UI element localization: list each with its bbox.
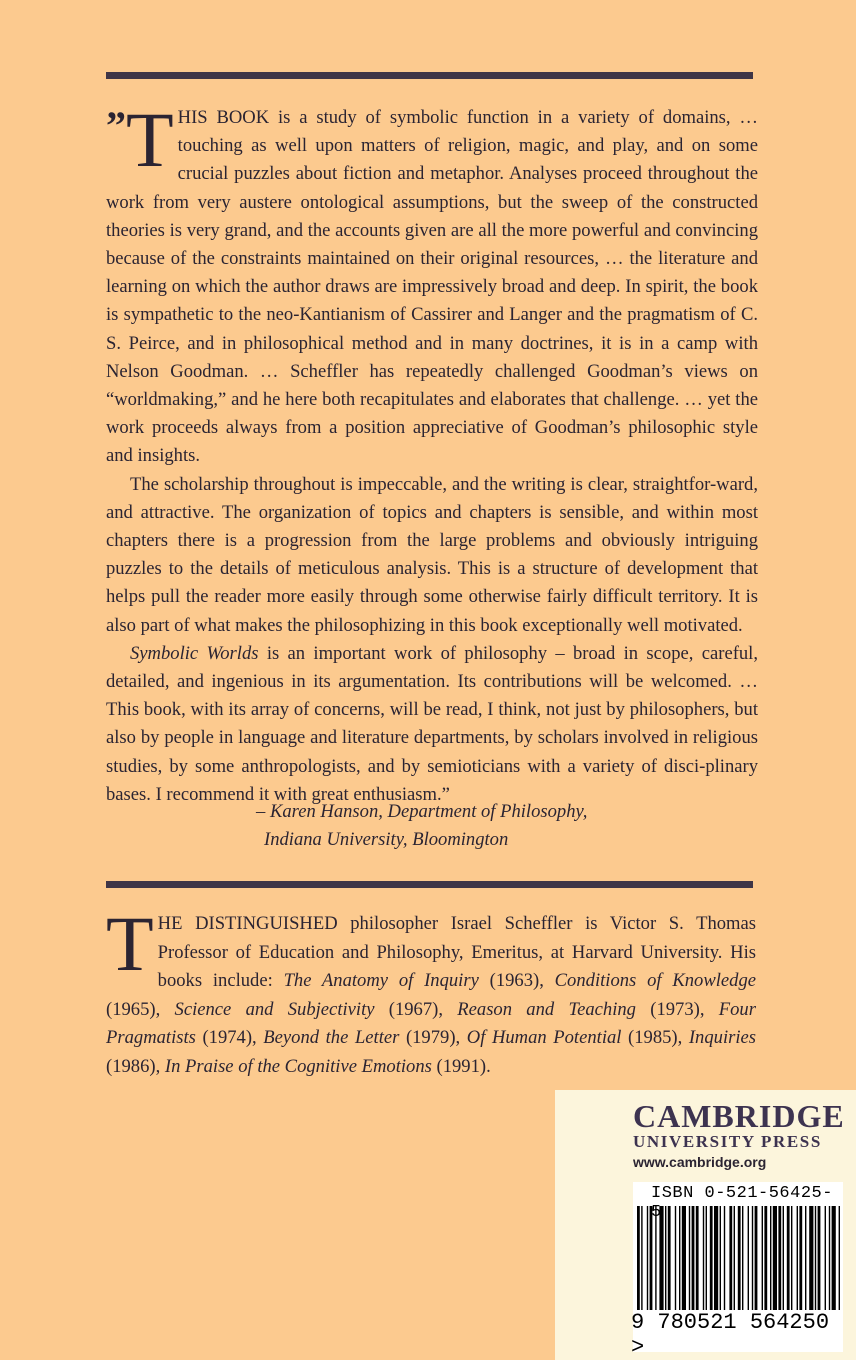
publisher-subtitle: UNIVERSITY PRESS [633, 1132, 822, 1151]
top-divider [106, 72, 753, 79]
book-title: Symbolic Worlds [130, 642, 259, 664]
publisher-panel [555, 1090, 856, 1360]
middle-divider [106, 881, 753, 888]
publisher-logo: CAMBRIDGE [633, 1098, 845, 1134]
quote-paragraph-3: Symbolic Worlds is an important work of philosophy – broad in scope, careful, detailed, and ingenious in its argumentation. Its contributions will be welcomed. … This book, with its array of concerns, will be read, I think, not just by philosophers, but also by people in language and literature departments, by scholars involved in religious studies, by some anthropologists, and by semioticians with a variety of disci-plinary bases. I recommend it with great enthusiasm.” [106, 642, 758, 805]
review-quote [106, 96, 758, 809]
quote-paragraph-1: ” T HIS BOOK is a study of symbolic function in a variety of domains, … touching as well upon matters of religion, magic, and play, and on some crucial puzzles about fiction and metaphor. Analyses proceed throughout the work from very austere ontological assumptions, but the sweep of the constructed theories is very grand, and the accounts given are all the more powerful and convincing because of the constraints maintained on their original resources, … the literature and learning on which the author draws are impressively broad and deep. In spirit, the book is sympathetic to the neo-Kantianism of Cassirer and Langer and the pragmatism of C. S. Peirce, and in philosophical method and in many doctrines, it is in a camp with Nelson Goodman. … Scheffler has repeatedly challenged Goodman’s views on “worldmaking,” and he here both recapitulates and elaborates that challenge. … yet the work proceeds always from a position appreciative of Goodman’s philosophic style and insights. [106, 96, 758, 467]
drop-cap: T [106, 900, 154, 987]
barcode-digits: 9 780521 564250 > [631, 1310, 830, 1360]
isbn-label: ISBN 0-521-56425-5 [651, 1184, 833, 1222]
quote-attribution: – Karen Hanson, Department of Philosophy, Indiana University, Bloomington [256, 801, 588, 850]
quote-paragraph-2: The scholarship throughout is impeccable, and the writing is clear, straightfor-ward, and attractive. The organization of topics and chapters is sensible, and within most chapters there is a progression from the large problems and obviously intriguing puzzles to the details of meticulous analysis. This is a structure of development that helps pull the reader more easily through some otherwise fairly difficult territory. It is also part of what makes the philosophizing in this book exceptionally well motivated. [106, 473, 758, 636]
barcode-block [631, 1182, 843, 1360]
publisher-url: www.cambridge.org [633, 1154, 767, 1170]
author-bio: THE DISTINGUISHED philosopher Israel Scheffler is Victor S. Thomas Professor of Education and Philosophy, Emeritus, at Harvard University. His books include: The Anatomy of Inquiry (1963), Conditions of Knowledge (1965), Science and Subjectivity (1967), Reason and Teaching (1973), Four Pragmatists (1974), Beyond the Letter (1979), Of Human Potential (1985), Inquiries (1986), In Praise of the Cognitive Emotions (1991). [106, 900, 756, 1077]
drop-cap: ” T [106, 96, 174, 183]
